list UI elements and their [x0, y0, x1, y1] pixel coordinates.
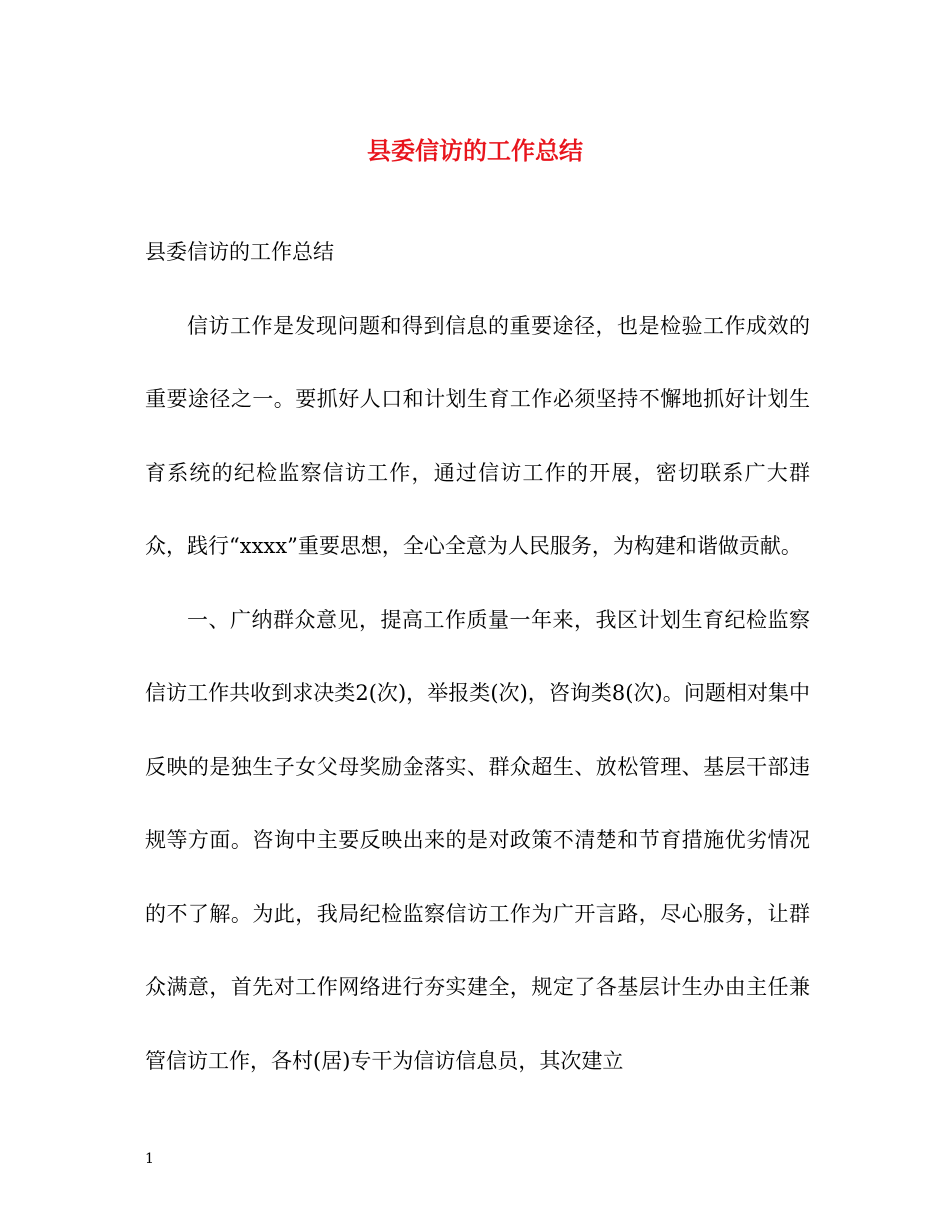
document-subtitle: 县委信访的工作总结: [145, 240, 334, 264]
document-body: [145, 216, 810, 1098]
document-title: 县委信访的工作总结: [367, 136, 583, 165]
paragraph-section-one: 一、广纳群众意见，提高工作质量一年来，我区计划生育纪检监察信访工作共收到求决类2(次)，举报类(次)，咨询类8(次)。问题相对集中反映的是独生子女父母奖励金落实、群众超生、放松管理、基层干部违规等方面。咨询中主要反映出来的是对政策不清楚和节育措施优劣情况的不了解。为此，我局纪检监察信访工作为广开言路，尽心服务，让群众满意，首先对工作网络进行夯实建全，规定了各基层计生办由主任兼管信访工作，各村(居)专干为信访信息员，其次建立: [145, 607, 810, 1073]
page-number: 1: [145, 1151, 154, 1167]
paragraph-intro: 信访工作是发现问题和得到信息的重要途径，也是检验工作成效的重要途径之一。要抓好人口和计划生育工作必须坚持不懈地抓好计划生育系统的纪检监察信访工作，通过信访工作的开展，密切联系广大群众，践行“xxxx”重要思想，全心全意为人民服务，为构建和谐做贡献。: [145, 313, 810, 558]
